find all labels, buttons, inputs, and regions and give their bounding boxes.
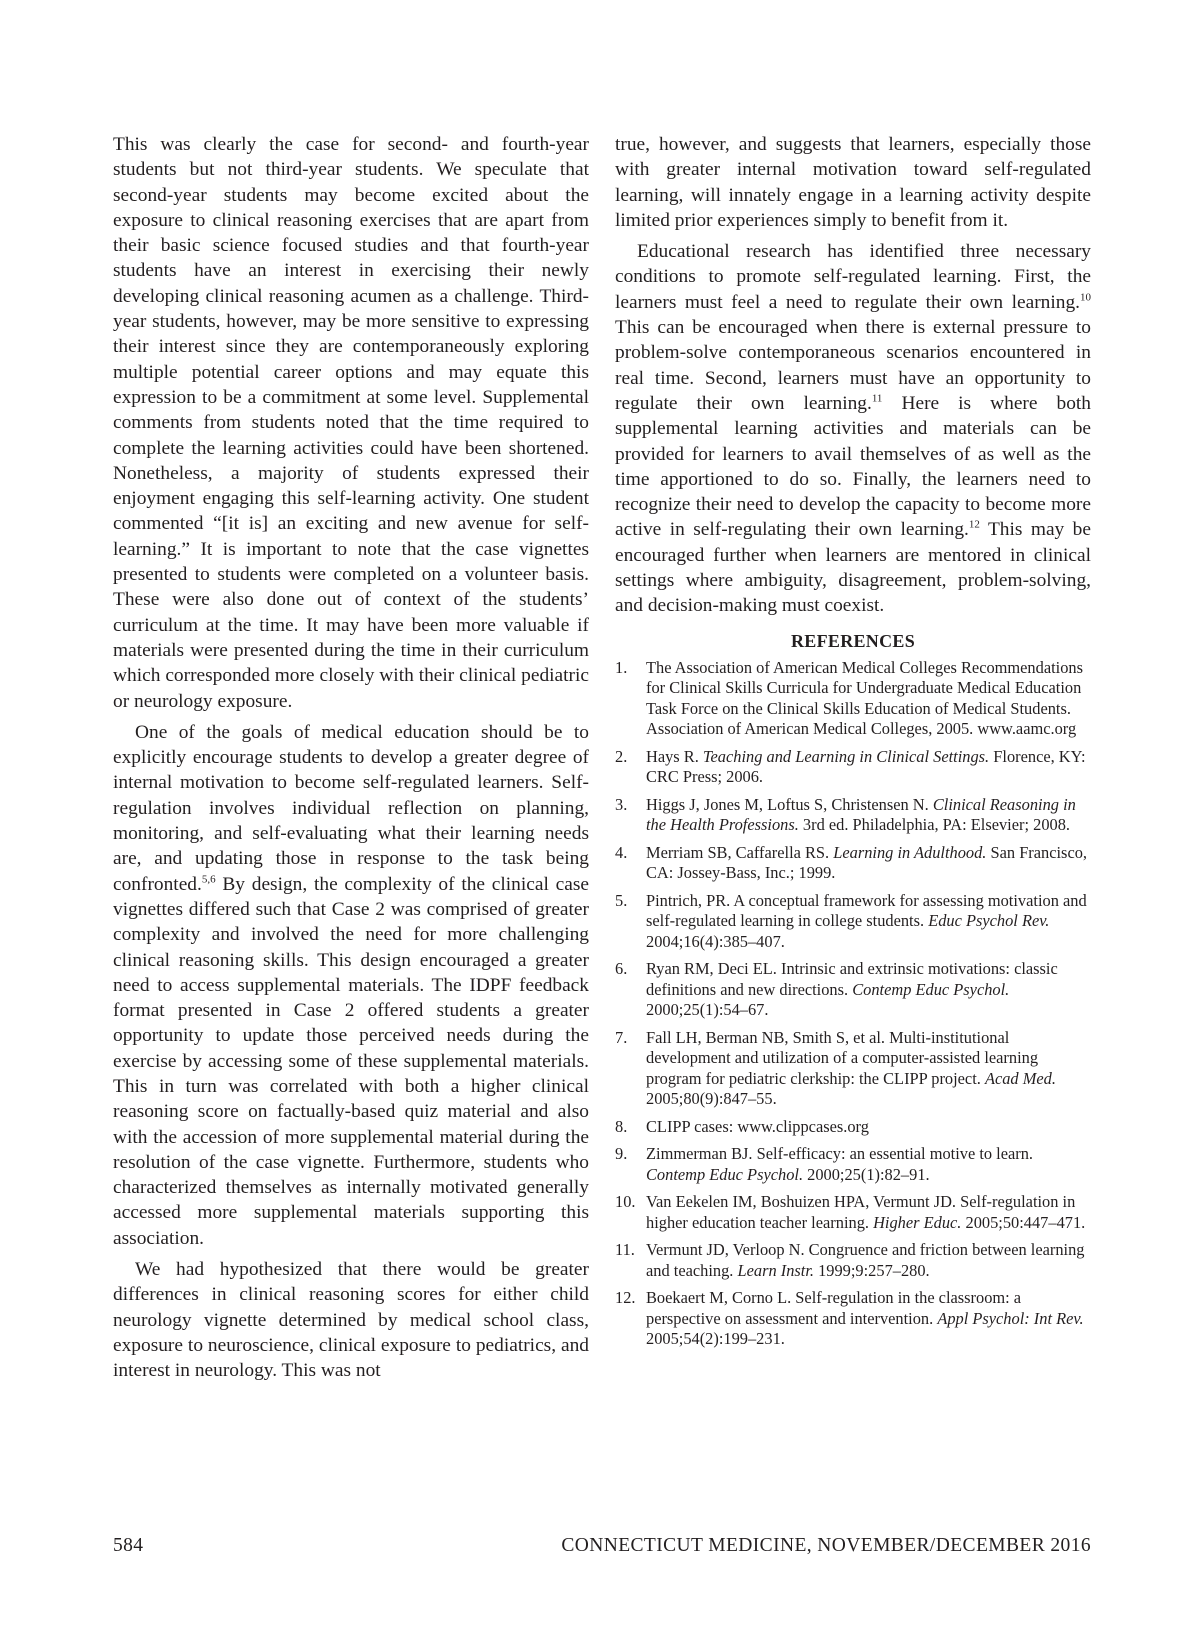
reference-authors-title: Fall LH, Berman NB, Smith S, et al. Multi-institutional development and utilization of a computer-assisted learning program for pediatric clerkship: the CLIPP project.	[646, 1027, 1039, 1088]
reference-source: Higher Educ.	[873, 1212, 962, 1232]
reference-number: 4.	[615, 842, 628, 862]
reference-authors-title: Higgs J, Jones M, Loftus S, Christensen N.	[646, 794, 933, 814]
reference-authors-title: Van Eekelen IM, Boshuizen HPA, Vermunt JD. Self-regulation in higher education teacher learning.	[646, 1192, 1076, 1232]
reference-text	[646, 959, 1091, 1021]
reference-details: 2000;25(1):54–67.	[646, 1000, 769, 1020]
reference-item	[615, 795, 1091, 836]
reference-number: 5.	[615, 890, 628, 910]
reference-item	[615, 1288, 1091, 1350]
body-paragraph: true, however, and suggests that learners, especially those with greater internal motivation toward self-regulated learning, will innately engage in a learning activity despite limited prior experiences simply to benefit from it.	[615, 134, 1091, 231]
reference-text	[646, 747, 1091, 788]
reference-source: Educ Psychol Rev.	[928, 911, 1050, 931]
reference-item	[615, 843, 1091, 884]
reference-number: 6.	[615, 959, 628, 979]
citation-superscript: 11	[871, 392, 883, 405]
reference-item	[615, 1117, 1091, 1138]
reference-details: 2005;54(2):199–231.	[646, 1329, 785, 1349]
reference-item	[615, 1028, 1091, 1110]
reference-text	[646, 1192, 1091, 1233]
reference-text	[646, 891, 1091, 953]
reference-text	[646, 843, 1091, 884]
reference-text	[646, 1240, 1091, 1281]
reference-source: Contemp Educ Psychol.	[852, 979, 1010, 999]
left-column	[113, 132, 589, 1390]
reference-details: 2004;16(4):385–407.	[646, 931, 785, 951]
page-number: 584	[113, 1535, 144, 1556]
paragraph-text: One of the goals of medical education should be to explicitly encourage students to develop a greater degree of internal motivation to become self-regulated learners. Self-regulation involves individual reflection on planning, monitoring, and self-evaluating what their learning needs are, and updating those in response to the task being confronted.	[113, 721, 589, 895]
reference-authors-title: CLIPP cases: www.clippcases.org	[646, 1116, 869, 1136]
body-paragraph	[615, 239, 1091, 618]
reference-number: 12.	[615, 1288, 636, 1308]
reference-item	[615, 959, 1091, 1021]
paragraph-text: Educational research has identified three necessary conditions to promote self-regulated learning. First, the learners must feel a need to regulate their own learning.	[615, 241, 1091, 313]
reference-number: 3.	[615, 794, 628, 814]
reference-item	[615, 1144, 1091, 1185]
paragraph-text: This can be encouraged when there is external pressure to problem-solve contemporaneous scenarios encountered in real time. Second, learners must have an opportunity to regulate their own learning.	[615, 317, 1091, 414]
body-paragraph: This was clearly the case for second- and fourth-year students but not third-year students. We speculate that second-year students may become excited about the exposure to clinical reasoning exercises that are apart from their basic science focused studies and that fourth-year students have an interest in exercising their newly developing clinical reasoning acumen as a challenge. Third-year students, however, may be more sensitive to expressing their interest since they are contemporaneously exploring multiple potential career options and may equate this expression to be a commitment at some level. Supplemental comments from students noted that the time required to complete the learning activities could have been shortened. Nonetheless, a majority of students expressed their enjoyment engaging this self-learning activity. One student commented “[it is] an exciting and new avenue for self-learning.” It is important to note that the case vignettes presented to students were completed on a volunteer basis. These were also done out of context of the students’ curriculum at the time. It may have been more valuable if materials were presented during the time in their curriculum which corresponded more closely with their clinical pediatric or neurology exposure.	[113, 134, 589, 712]
reference-authors-title: Merriam SB, Caffarella RS.	[646, 842, 834, 862]
right-column	[615, 132, 1091, 1357]
reference-details: 2000;25(1):82–91.	[803, 1164, 930, 1184]
page-footer	[113, 1535, 1091, 1557]
reference-text	[646, 1117, 1091, 1138]
reference-text	[646, 658, 1091, 740]
reference-number: 1.	[615, 657, 628, 677]
journal-title: CONNECTICUT MEDICINE, NOVEMBER/DECEMBER 2016	[561, 1535, 1091, 1556]
reference-number: 10.	[615, 1192, 636, 1212]
reference-number: 11.	[615, 1240, 635, 1260]
citation-superscript: 5,6	[201, 873, 216, 886]
paragraph-text: By design, the complexity of the clinical case vignettes differed such that Case 2 was comprised of greater complexity and involved the need for more challenging clinical reasoning skills. This design encouraged a greater need to access supplemental materials. The IDPF feedback format presented in Case 2 offered students a greater opportunity to update those perceived needs during the exercise by accessing some of these supplemental materials. This in turn was correlated with both a higher clinical reasoning score on factually-based quiz material and also with the accession of more supplemental material during the resolution of the case vignette. Furthermore, students who characterized themselves as internally motivated generally accessed more supplemental materials supporting this association.	[113, 873, 589, 1249]
reference-authors-title: Ryan RM, Deci EL. Intrinsic and extrinsic motivations: classic definitions and new directions.	[646, 959, 1058, 999]
reference-source: Clinical Reasoning in the Health Professions.	[646, 794, 1076, 835]
paragraph-text: This may be encouraged further when learners are mentored in clinical settings where ambiguity, disagreement, problem-solving, and decision-making must coexist.	[615, 519, 1091, 617]
reference-text	[646, 795, 1091, 836]
reference-item	[615, 658, 1091, 740]
references-heading: REFERENCES	[790, 630, 916, 651]
reference-details: 3rd ed. Philadelphia, PA: Elsevier; 2008.	[798, 815, 1071, 835]
reference-text	[646, 1028, 1091, 1110]
reference-source: Learn Instr.	[737, 1260, 814, 1280]
reference-number: 9.	[615, 1144, 628, 1164]
reference-source: Learning in Adulthood.	[833, 842, 987, 862]
reference-text	[646, 1144, 1091, 1185]
reference-item	[615, 891, 1091, 953]
reference-text	[646, 1288, 1091, 1350]
reference-number: 2.	[615, 746, 628, 766]
reference-details: Florence, KY: CRC Press; 2006.	[646, 746, 1086, 787]
reference-authors-title: Boekaert M, Corno L. Self-regulation in the classroom: a perspective on assessment and intervention.	[646, 1288, 1022, 1328]
references-list	[615, 658, 1091, 1350]
paragraph-text: Here is where both supplemental learning activities and materials can be provided for learners to avail themselves of as well as the time apportioned to do so. Finally, the learners need to recognize their need to develop the capacity to become more active in self-regulating their own learning.	[615, 392, 1092, 541]
reference-authors-title: Zimmerman BJ. Self-efficacy: an essential motive to learn.	[646, 1144, 1034, 1164]
reference-authors-title: Hays R.	[646, 746, 703, 766]
reference-source: Appl Psychol: Int Rev.	[937, 1308, 1084, 1328]
reference-number: 8.	[615, 1116, 628, 1136]
reference-details: 1999;9:257–280.	[814, 1260, 930, 1280]
citation-superscript: 10	[1080, 291, 1091, 304]
reference-item	[615, 747, 1091, 788]
reference-authors-title: Pintrich, PR. A conceptual framework for assessing motivation and self-regulated learning in college students.	[646, 890, 1087, 931]
body-paragraph: We had hypothesized that there would be greater differences in clinical reasoning scores for either child neurology vignette determined by medical school class, exposure to neuroscience, clinical exposure to pediatrics, and interest in neurology. This was not	[113, 1259, 589, 1382]
reference-item	[615, 1240, 1091, 1281]
reference-source: Acad Med.	[984, 1068, 1056, 1088]
reference-source: Teaching and Learning in Clinical Settings.	[702, 746, 990, 766]
reference-details: San Francisco, CA: Jossey-Bass, Inc.; 1999.	[646, 842, 1088, 883]
reference-number: 7.	[615, 1027, 628, 1047]
citation-superscript: 12	[968, 518, 980, 531]
reference-authors-title: The Association of American Medical Colleges Recommendations for Clinical Skills Curricula for Undergraduate Medical Education Task Force on the Clinical Skills Education of Medical Students. Association of American Medical Colleges, 2005. www.aamc.org	[646, 657, 1083, 739]
reference-source: Contemp Educ Psychol.	[646, 1164, 804, 1184]
reference-authors-title: Vermunt JD, Verloop N. Congruence and friction between learning and teaching.	[646, 1240, 1085, 1280]
reference-details: 2005;80(9):847–55.	[646, 1089, 777, 1109]
body-paragraph	[113, 720, 589, 1251]
reference-item	[615, 1192, 1091, 1233]
reference-details: 2005;50:447–471.	[961, 1212, 1086, 1232]
